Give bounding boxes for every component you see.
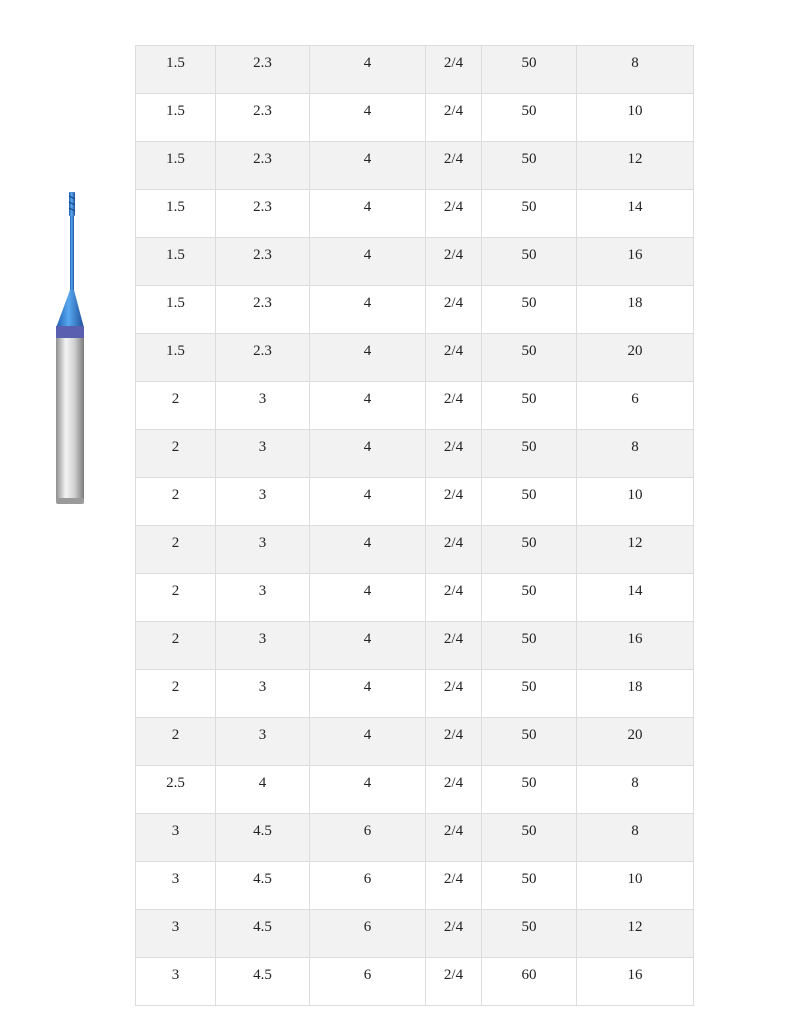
cell-value: 4 [363,679,372,695]
table-cell-col-1 [136,190,216,238]
table-cell-col-6 [577,670,694,718]
cell-value: 4 [363,775,372,791]
cell-value: 2/4 [443,391,464,407]
table-cell-col-3 [310,478,426,526]
end-mill-tool-image [50,190,84,506]
table-row [136,526,694,574]
cell-value: 10 [627,103,643,119]
cell-value: 2/4 [443,199,464,215]
cell-value: 2/4 [443,55,464,71]
table-row [136,190,694,238]
table-cell-col-4 [426,622,482,670]
cell-value: 2/4 [443,727,464,743]
cell-value: 4.5 [253,967,272,983]
table-cell-col-4 [426,958,482,1006]
table-cell-col-3 [310,46,426,94]
cell-value: 50 [521,439,537,455]
table-cell-col-4 [426,286,482,334]
cell-value: 6 [363,823,372,839]
cell-value: 14 [627,199,643,215]
table-cell-col-5 [482,526,577,574]
table-cell-col-6 [577,622,694,670]
cell-value: 2/4 [443,775,464,791]
cell-value: 6 [363,871,372,887]
table-cell-col-1 [136,94,216,142]
table-cell-col-1 [136,382,216,430]
table-cell-col-3 [310,814,426,862]
cell-value: 50 [521,919,537,935]
table-cell-col-2 [216,574,310,622]
table-cell-col-1 [136,862,216,910]
cell-value: 2/4 [443,295,464,311]
cell-value: 4 [363,583,372,599]
table-row [136,430,694,478]
table-row [136,670,694,718]
cell-value: 10 [627,487,643,503]
table-cell-col-5 [482,574,577,622]
spec-table-body [136,46,694,1006]
table-cell-col-5 [482,142,577,190]
table-cell-col-6 [577,286,694,334]
table-row [136,382,694,430]
table-cell-col-2 [216,718,310,766]
cell-value: 4 [363,55,372,71]
cell-value: 50 [521,295,537,311]
table-cell-col-6 [577,46,694,94]
table-row [136,862,694,910]
table-cell-col-4 [426,478,482,526]
table-cell-col-4 [426,142,482,190]
cell-value: 2/4 [443,535,464,551]
cell-value: 3 [258,487,267,503]
cell-value: 2 [171,391,180,407]
cell-value: 2.3 [253,55,272,71]
table-row [136,238,694,286]
table-cell-col-5 [482,190,577,238]
spec-table [135,45,694,1006]
table-cell-col-5 [482,766,577,814]
table-cell-col-4 [426,190,482,238]
table-cell-col-3 [310,670,426,718]
table-cell-col-6 [577,958,694,1006]
cell-value: 2/4 [443,487,464,503]
table-cell-col-6 [577,574,694,622]
cell-value: 50 [521,535,537,551]
cell-value: 2/4 [443,967,464,983]
table-cell-col-1 [136,814,216,862]
table-row [136,46,694,94]
cell-value: 4 [258,775,267,791]
table-row [136,478,694,526]
cell-value: 60 [521,967,537,983]
cell-value: 3 [258,583,267,599]
table-cell-col-4 [426,46,482,94]
table-cell-col-3 [310,526,426,574]
cell-value: 50 [521,775,537,791]
table-cell-col-2 [216,958,310,1006]
cell-value: 12 [627,535,643,551]
table-cell-col-2 [216,46,310,94]
cell-value: 50 [521,631,537,647]
table-cell-col-4 [426,670,482,718]
table-cell-col-1 [136,526,216,574]
table-cell-col-1 [136,766,216,814]
table-cell-col-1 [136,574,216,622]
cell-value: 50 [521,487,537,503]
table-cell-col-3 [310,958,426,1006]
cell-value: 4 [363,487,372,503]
table-cell-col-3 [310,142,426,190]
table-cell-col-6 [577,766,694,814]
cell-value: 3 [258,439,267,455]
cell-value: 2/4 [443,823,464,839]
cell-value: 2 [171,679,180,695]
cell-value: 2.3 [253,343,272,359]
cell-value: 2/4 [443,871,464,887]
cell-value: 50 [521,199,537,215]
table-cell-col-1 [136,142,216,190]
table-row [136,94,694,142]
table-cell-col-1 [136,670,216,718]
table-cell-col-3 [310,190,426,238]
cell-value: 50 [521,823,537,839]
cell-value: 16 [627,247,643,263]
cell-value: 4 [363,151,372,167]
table-cell-col-3 [310,382,426,430]
table-cell-col-3 [310,334,426,382]
cell-value: 2.3 [253,295,272,311]
table-cell-col-2 [216,622,310,670]
table-cell-col-2 [216,334,310,382]
table-cell-col-1 [136,958,216,1006]
table-row [136,574,694,622]
cell-value: 50 [521,103,537,119]
cell-value: 1.5 [166,103,185,119]
cell-value: 1.5 [166,151,185,167]
table-cell-col-2 [216,382,310,430]
table-cell-col-4 [426,94,482,142]
table-cell-col-6 [577,862,694,910]
table-cell-col-6 [577,718,694,766]
table-cell-col-2 [216,766,310,814]
table-cell-col-2 [216,430,310,478]
table-cell-col-5 [482,622,577,670]
cell-value: 12 [627,919,643,935]
cell-value: 3 [258,631,267,647]
table-row [136,718,694,766]
table-cell-col-1 [136,430,216,478]
cell-value: 1.5 [166,295,185,311]
table-cell-col-4 [426,814,482,862]
cell-value: 3 [258,391,267,407]
table-row [136,766,694,814]
cell-value: 50 [521,343,537,359]
cell-value: 2/4 [443,103,464,119]
table-cell-col-5 [482,814,577,862]
table-cell-col-6 [577,910,694,958]
table-cell-col-3 [310,238,426,286]
table-cell-col-1 [136,910,216,958]
table-cell-col-1 [136,718,216,766]
cell-value: 6 [363,967,372,983]
cell-value: 3 [171,967,180,983]
table-cell-col-5 [482,910,577,958]
cell-value: 3 [171,871,180,887]
cell-value: 4 [363,535,372,551]
table-cell-col-5 [482,958,577,1006]
table-row [136,286,694,334]
table-cell-col-5 [482,862,577,910]
cell-value: 50 [521,151,537,167]
table-cell-col-1 [136,478,216,526]
table-cell-col-1 [136,46,216,94]
cell-value: 50 [521,247,537,263]
table-cell-col-2 [216,286,310,334]
table-cell-col-5 [482,238,577,286]
table-cell-col-6 [577,526,694,574]
cell-value: 6 [631,391,639,407]
table-cell-col-4 [426,910,482,958]
table-cell-col-3 [310,622,426,670]
cell-value: 1.5 [166,199,185,215]
table-cell-col-3 [310,574,426,622]
cell-value: 8 [631,823,639,839]
cell-value: 1.5 [166,343,185,359]
cell-value: 8 [631,775,639,791]
table-cell-col-6 [577,238,694,286]
table-cell-col-3 [310,430,426,478]
cell-value: 18 [627,679,643,695]
cell-value: 2.5 [166,775,185,791]
table-cell-col-2 [216,238,310,286]
table-cell-col-2 [216,670,310,718]
cell-value: 8 [631,55,639,71]
table-row [136,142,694,190]
table-cell-col-4 [426,718,482,766]
cell-value: 12 [627,151,643,167]
cell-value: 2.3 [253,151,272,167]
table-cell-col-4 [426,430,482,478]
cell-value: 4.5 [253,823,272,839]
table-cell-col-6 [577,430,694,478]
cell-value: 16 [627,967,643,983]
cell-value: 8 [631,439,639,455]
cell-value: 2 [171,583,180,599]
cell-value: 4 [363,295,372,311]
table-cell-col-2 [216,910,310,958]
table-cell-col-2 [216,190,310,238]
cell-value: 3 [258,679,267,695]
table-cell-col-5 [482,46,577,94]
table-cell-col-3 [310,766,426,814]
table-cell-col-5 [482,94,577,142]
cell-value: 50 [521,391,537,407]
table-cell-col-4 [426,238,482,286]
cell-value: 4.5 [253,871,272,887]
cell-value: 3 [171,823,180,839]
table-cell-col-2 [216,814,310,862]
table-cell-col-3 [310,94,426,142]
cell-value: 2 [171,727,180,743]
cell-value: 2.3 [253,199,272,215]
cell-value: 2 [171,487,180,503]
cell-value: 3 [171,919,180,935]
table-cell-col-1 [136,622,216,670]
cell-value: 50 [521,727,537,743]
table-cell-col-2 [216,142,310,190]
cell-value: 50 [521,55,537,71]
cell-value: 4 [363,631,372,647]
cell-value: 14 [627,583,643,599]
cell-value: 4 [363,343,372,359]
cell-value: 2 [171,535,180,551]
cell-value: 4 [363,727,372,743]
cell-value: 50 [521,679,537,695]
cell-value: 16 [627,631,643,647]
table-cell-col-6 [577,478,694,526]
table-cell-col-1 [136,238,216,286]
cell-value: 4 [363,199,372,215]
cell-value: 2/4 [443,439,464,455]
table-cell-col-5 [482,382,577,430]
table-row [136,334,694,382]
table-cell-col-4 [426,382,482,430]
cell-value: 2.3 [253,103,272,119]
cell-value: 4 [363,391,372,407]
table-cell-col-5 [482,718,577,766]
table-cell-col-3 [310,718,426,766]
cell-value: 3 [258,535,267,551]
cell-value: 18 [627,295,643,311]
cell-value: 4 [363,247,372,263]
table-cell-col-2 [216,526,310,574]
table-cell-col-3 [310,286,426,334]
table-cell-col-6 [577,382,694,430]
cell-value: 2/4 [443,151,464,167]
cell-value: 1.5 [166,247,185,263]
table-cell-col-5 [482,430,577,478]
cell-value: 2/4 [443,631,464,647]
table-cell-col-6 [577,814,694,862]
table-cell-col-4 [426,526,482,574]
table-cell-col-4 [426,334,482,382]
table-cell-col-5 [482,670,577,718]
table-row [136,622,694,670]
table-cell-col-3 [310,910,426,958]
cell-value: 2 [171,631,180,647]
cell-value: 2/4 [443,919,464,935]
table-cell-col-4 [426,862,482,910]
table-cell-col-2 [216,478,310,526]
cell-value: 20 [627,727,643,743]
cell-value: 10 [627,871,643,887]
table-cell-col-6 [577,142,694,190]
cell-value: 1.5 [166,55,185,71]
table-row [136,814,694,862]
table-row [136,958,694,1006]
cell-value: 20 [627,343,643,359]
cell-value: 2/4 [443,679,464,695]
table-cell-col-6 [577,94,694,142]
table-cell-col-4 [426,574,482,622]
table-cell-col-3 [310,862,426,910]
cell-value: 4.5 [253,919,272,935]
cell-value: 2/4 [443,343,464,359]
cell-value: 50 [521,871,537,887]
cell-value: 2 [171,439,180,455]
table-cell-col-2 [216,862,310,910]
cell-value: 2/4 [443,583,464,599]
cell-value: 2/4 [443,247,464,263]
table-cell-col-5 [482,334,577,382]
table-row [136,910,694,958]
table-cell-col-2 [216,94,310,142]
table-cell-col-5 [482,478,577,526]
cell-value: 2.3 [253,247,272,263]
table-cell-col-4 [426,766,482,814]
table-cell-col-1 [136,334,216,382]
cell-value: 3 [258,727,267,743]
cell-value: 50 [521,583,537,599]
table-cell-col-5 [482,286,577,334]
table-cell-col-1 [136,286,216,334]
table-cell-col-6 [577,190,694,238]
cell-value: 4 [363,439,372,455]
cell-value: 4 [363,103,372,119]
cell-value: 6 [363,919,372,935]
table-cell-col-6 [577,334,694,382]
